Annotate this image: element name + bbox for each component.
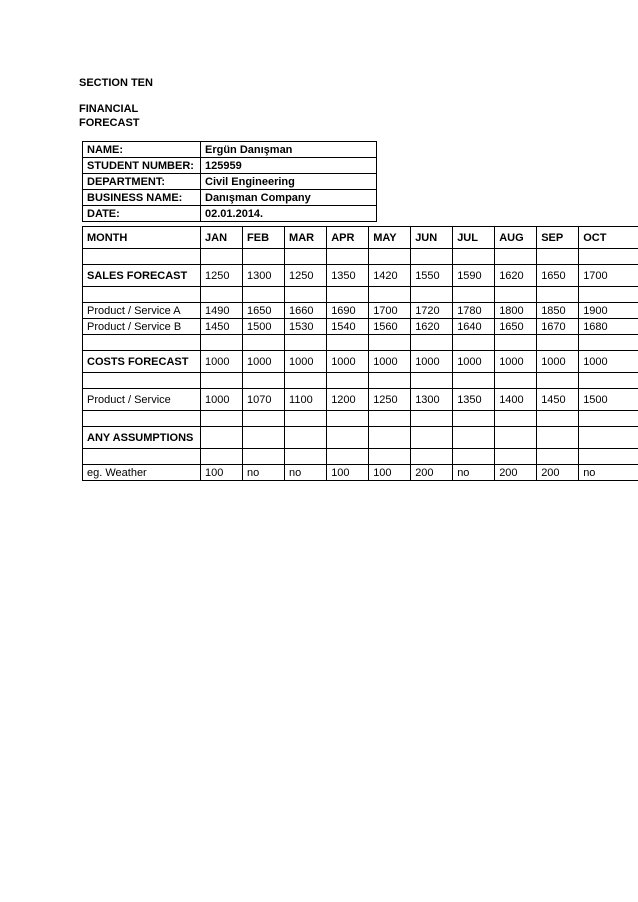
- business-name-label: BUSINESS NAME:: [83, 190, 201, 206]
- value-cell: 1680: [579, 319, 638, 335]
- product-b-label: Product / Service B: [83, 319, 201, 335]
- blank-cell: [579, 249, 638, 265]
- value-cell: 1800: [495, 303, 537, 319]
- value-cell: 1000: [243, 351, 285, 373]
- blank-cell: [453, 287, 495, 303]
- blank-cell: [83, 449, 201, 465]
- info-row-business-name: [83, 190, 377, 206]
- blank-cell: [327, 449, 369, 465]
- blank-cell: [579, 335, 638, 351]
- month-header-row: [83, 227, 638, 249]
- value-cell: 1900: [579, 303, 638, 319]
- value-cell: 1620: [495, 265, 537, 287]
- value-cell: 1500: [243, 319, 285, 335]
- blank-cell: [243, 411, 285, 427]
- blank-cell: [453, 249, 495, 265]
- name-label: NAME:: [83, 142, 201, 158]
- product-b-row: [83, 319, 638, 335]
- value-cell: 200: [537, 465, 579, 481]
- student-info-table: [82, 141, 377, 222]
- value-cell: 1350: [327, 265, 369, 287]
- department-label: DEPARTMENT:: [83, 174, 201, 190]
- value-cell: 1300: [411, 389, 453, 411]
- blank-cell: [201, 411, 243, 427]
- blank-cell: [83, 249, 201, 265]
- info-row-student-number: [83, 158, 377, 174]
- value-cell: 100: [369, 465, 411, 481]
- blank-cell: [579, 287, 638, 303]
- value-cell: 1670: [537, 319, 579, 335]
- blank-row: [83, 373, 638, 389]
- value-cell: 1300: [243, 265, 285, 287]
- blank-cell: [285, 449, 327, 465]
- value-cell: 1450: [537, 389, 579, 411]
- product-service-row: [83, 389, 638, 411]
- business-name-value: Danışman Company: [201, 190, 377, 206]
- blank-cell: [83, 335, 201, 351]
- assumptions-row: [83, 427, 638, 449]
- blank-cell: [285, 411, 327, 427]
- document-title: FINANCIAL FORECAST: [79, 103, 140, 129]
- blank-cell: [83, 411, 201, 427]
- info-row-department: [83, 174, 377, 190]
- assumptions-label: ANY ASSUMPTIONS: [83, 427, 201, 449]
- name-value: Ergün Danışman: [201, 142, 377, 158]
- sales-forecast-row: [83, 265, 638, 287]
- blank-cell: [201, 335, 243, 351]
- value-cell: MAY: [369, 227, 411, 249]
- value-cell: 1450: [201, 319, 243, 335]
- forecast-table: [82, 226, 638, 481]
- blank-cell: [327, 427, 369, 449]
- value-cell: JUN: [411, 227, 453, 249]
- value-cell: APR: [327, 227, 369, 249]
- value-cell: 1590: [453, 265, 495, 287]
- value-cell: 1620: [411, 319, 453, 335]
- blank-cell: [243, 427, 285, 449]
- blank-cell: [327, 335, 369, 351]
- blank-cell: [537, 335, 579, 351]
- section-title: SECTION TEN: [79, 77, 153, 89]
- value-cell: no: [579, 465, 638, 481]
- weather-label: eg. Weather: [83, 465, 201, 481]
- value-cell: 1690: [327, 303, 369, 319]
- value-cell: 1560: [369, 319, 411, 335]
- value-cell: 1250: [201, 265, 243, 287]
- value-cell: 1780: [453, 303, 495, 319]
- blank-row: [83, 335, 638, 351]
- blank-cell: [327, 249, 369, 265]
- blank-cell: [369, 449, 411, 465]
- blank-cell: [201, 449, 243, 465]
- date-value: 02.01.2014.: [201, 206, 377, 222]
- blank-cell: [411, 287, 453, 303]
- blank-cell: [495, 249, 537, 265]
- info-row-name: [83, 142, 377, 158]
- value-cell: MAR: [285, 227, 327, 249]
- blank-cell: [579, 449, 638, 465]
- value-cell: 1000: [327, 351, 369, 373]
- value-cell: 1000: [201, 389, 243, 411]
- blank-cell: [453, 449, 495, 465]
- blank-cell: [537, 449, 579, 465]
- blank-cell: [285, 373, 327, 389]
- blank-cell: [495, 411, 537, 427]
- value-cell: 1000: [201, 351, 243, 373]
- blank-cell: [579, 427, 638, 449]
- value-cell: 200: [495, 465, 537, 481]
- date-label: DATE:: [83, 206, 201, 222]
- blank-cell: [243, 249, 285, 265]
- blank-cell: [495, 427, 537, 449]
- value-cell: 1000: [285, 351, 327, 373]
- value-cell: no: [243, 465, 285, 481]
- value-cell: 1550: [411, 265, 453, 287]
- blank-cell: [201, 249, 243, 265]
- value-cell: 1000: [579, 351, 638, 373]
- value-cell: 1500: [579, 389, 638, 411]
- value-cell: 1650: [243, 303, 285, 319]
- value-cell: 1100: [285, 389, 327, 411]
- blank-cell: [327, 411, 369, 427]
- blank-cell: [537, 287, 579, 303]
- value-cell: 1200: [327, 389, 369, 411]
- value-cell: 1350: [453, 389, 495, 411]
- value-cell: 1250: [285, 265, 327, 287]
- value-cell: 1850: [537, 303, 579, 319]
- product-a-label: Product / Service A: [83, 303, 201, 319]
- costs-forecast-label: COSTS FORECAST: [83, 351, 201, 373]
- value-cell: 1250: [369, 389, 411, 411]
- blank-cell: [83, 373, 201, 389]
- info-row-date: [83, 206, 377, 222]
- blank-cell: [243, 373, 285, 389]
- value-cell: no: [285, 465, 327, 481]
- blank-cell: [453, 335, 495, 351]
- blank-cell: [285, 335, 327, 351]
- value-cell: 1660: [285, 303, 327, 319]
- blank-cell: [537, 373, 579, 389]
- blank-cell: [285, 249, 327, 265]
- value-cell: 1000: [537, 351, 579, 373]
- blank-cell: [285, 427, 327, 449]
- blank-cell: [411, 427, 453, 449]
- blank-cell: [285, 287, 327, 303]
- product-a-row: [83, 303, 638, 319]
- product-service-label: Product / Service: [83, 389, 201, 411]
- value-cell: OCT: [579, 227, 638, 249]
- blank-cell: [369, 249, 411, 265]
- sales-forecast-label: SALES FORECAST: [83, 265, 201, 287]
- blank-cell: [537, 411, 579, 427]
- blank-row: [83, 287, 638, 303]
- blank-cell: [243, 449, 285, 465]
- value-cell: 1540: [327, 319, 369, 335]
- value-cell: JAN: [201, 227, 243, 249]
- blank-cell: [579, 373, 638, 389]
- value-cell: 200: [411, 465, 453, 481]
- value-cell: SEP: [537, 227, 579, 249]
- blank-cell: [327, 287, 369, 303]
- value-cell: 1000: [411, 351, 453, 373]
- blank-cell: [327, 373, 369, 389]
- blank-row: [83, 449, 638, 465]
- value-cell: 1000: [369, 351, 411, 373]
- blank-cell: [453, 411, 495, 427]
- blank-cell: [201, 287, 243, 303]
- blank-cell: [495, 449, 537, 465]
- blank-cell: [453, 427, 495, 449]
- blank-cell: [453, 373, 495, 389]
- value-cell: 1000: [453, 351, 495, 373]
- blank-cell: [495, 335, 537, 351]
- weather-row: [83, 465, 638, 481]
- blank-cell: [411, 411, 453, 427]
- blank-cell: [201, 373, 243, 389]
- value-cell: 1400: [495, 389, 537, 411]
- month-header-label: MONTH: [83, 227, 201, 249]
- value-cell: 1530: [285, 319, 327, 335]
- value-cell: 1720: [411, 303, 453, 319]
- value-cell: 1650: [495, 319, 537, 335]
- student-number-label: STUDENT NUMBER:: [83, 158, 201, 174]
- value-cell: 1700: [579, 265, 638, 287]
- value-cell: 100: [201, 465, 243, 481]
- blank-cell: [369, 373, 411, 389]
- blank-cell: [369, 287, 411, 303]
- blank-cell: [243, 287, 285, 303]
- blank-cell: [243, 335, 285, 351]
- blank-cell: [369, 335, 411, 351]
- blank-cell: [369, 411, 411, 427]
- blank-cell: [201, 427, 243, 449]
- value-cell: 1490: [201, 303, 243, 319]
- blank-cell: [537, 249, 579, 265]
- blank-row: [83, 411, 638, 427]
- value-cell: 1420: [369, 265, 411, 287]
- blank-cell: [83, 287, 201, 303]
- blank-cell: [411, 373, 453, 389]
- value-cell: 100: [327, 465, 369, 481]
- blank-cell: [537, 427, 579, 449]
- value-cell: 1000: [495, 351, 537, 373]
- costs-forecast-row: [83, 351, 638, 373]
- department-value: Civil Engineering: [201, 174, 377, 190]
- value-cell: FEB: [243, 227, 285, 249]
- value-cell: JUL: [453, 227, 495, 249]
- blank-cell: [495, 287, 537, 303]
- blank-cell: [495, 373, 537, 389]
- value-cell: no: [453, 465, 495, 481]
- value-cell: 1640: [453, 319, 495, 335]
- blank-cell: [579, 411, 638, 427]
- blank-cell: [369, 427, 411, 449]
- blank-cell: [411, 249, 453, 265]
- blank-row: [83, 249, 638, 265]
- value-cell: 1070: [243, 389, 285, 411]
- blank-cell: [411, 335, 453, 351]
- value-cell: 1700: [369, 303, 411, 319]
- value-cell: 1650: [537, 265, 579, 287]
- blank-cell: [411, 449, 453, 465]
- student-number-value: 125959: [201, 158, 377, 174]
- value-cell: AUG: [495, 227, 537, 249]
